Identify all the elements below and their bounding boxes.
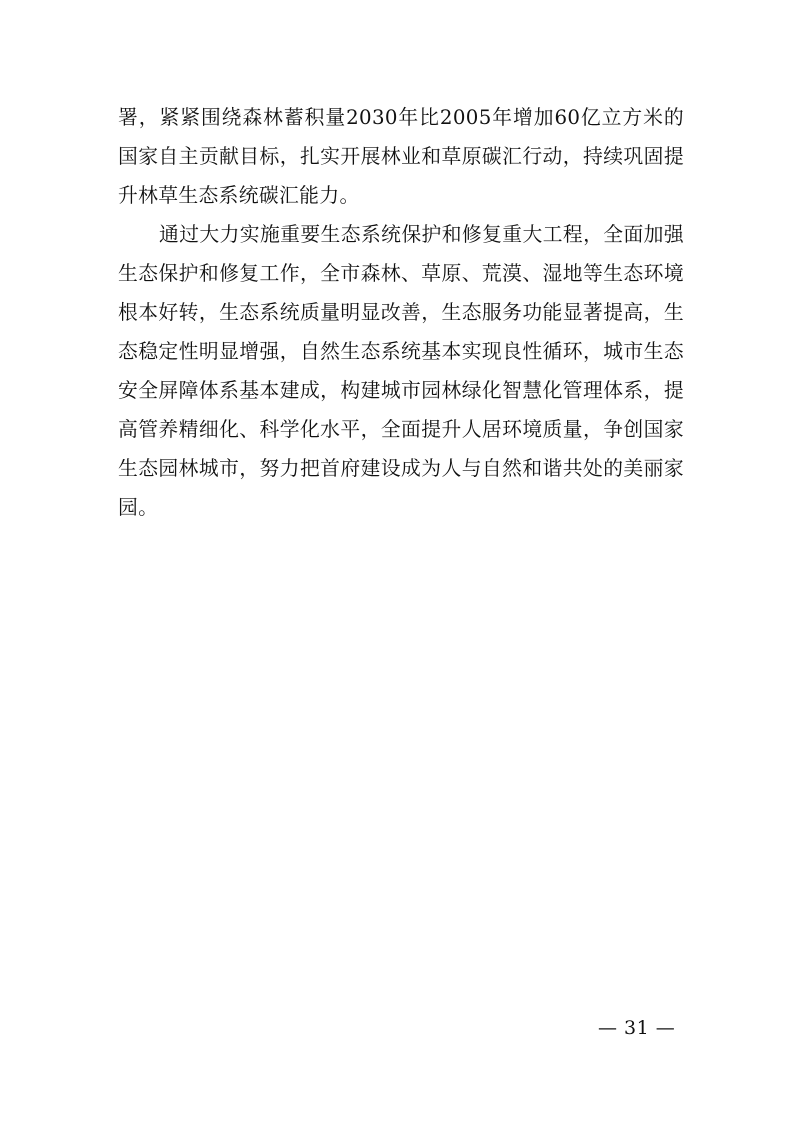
page-number: — 31 — — [598, 1017, 676, 1039]
paragraph-ecological-goals: 通过大力实施重要生态系统保护和修复重大工程，全面加强生态保护和修复工作，全市森林、草原、荒漠、湿地等生态环境根本好转，生态系统质量明显改善，生态服务功能显著提高，生态稳定性明显增强，自然生态系统基本实现良性循环，城市生态安全屏障体系基本建成，构建城市园林绿化智慧化管理体系，提高管养精细化、科学化水平，全面提升人居环境质量，争创国家生态园林城市，努力把首府建设成为人与自然和谐共处的美丽家园。 — [118, 223, 684, 519]
body-text — [118, 98, 684, 527]
paragraph-continuation: 署，紧紧围绕森林蓄积量2030年比2005年增加60亿立方米的国家自主贡献目标，扎实开展林业和草原碳汇行动，持续巩固提升林草生态系统碳汇能力。 — [118, 106, 684, 207]
